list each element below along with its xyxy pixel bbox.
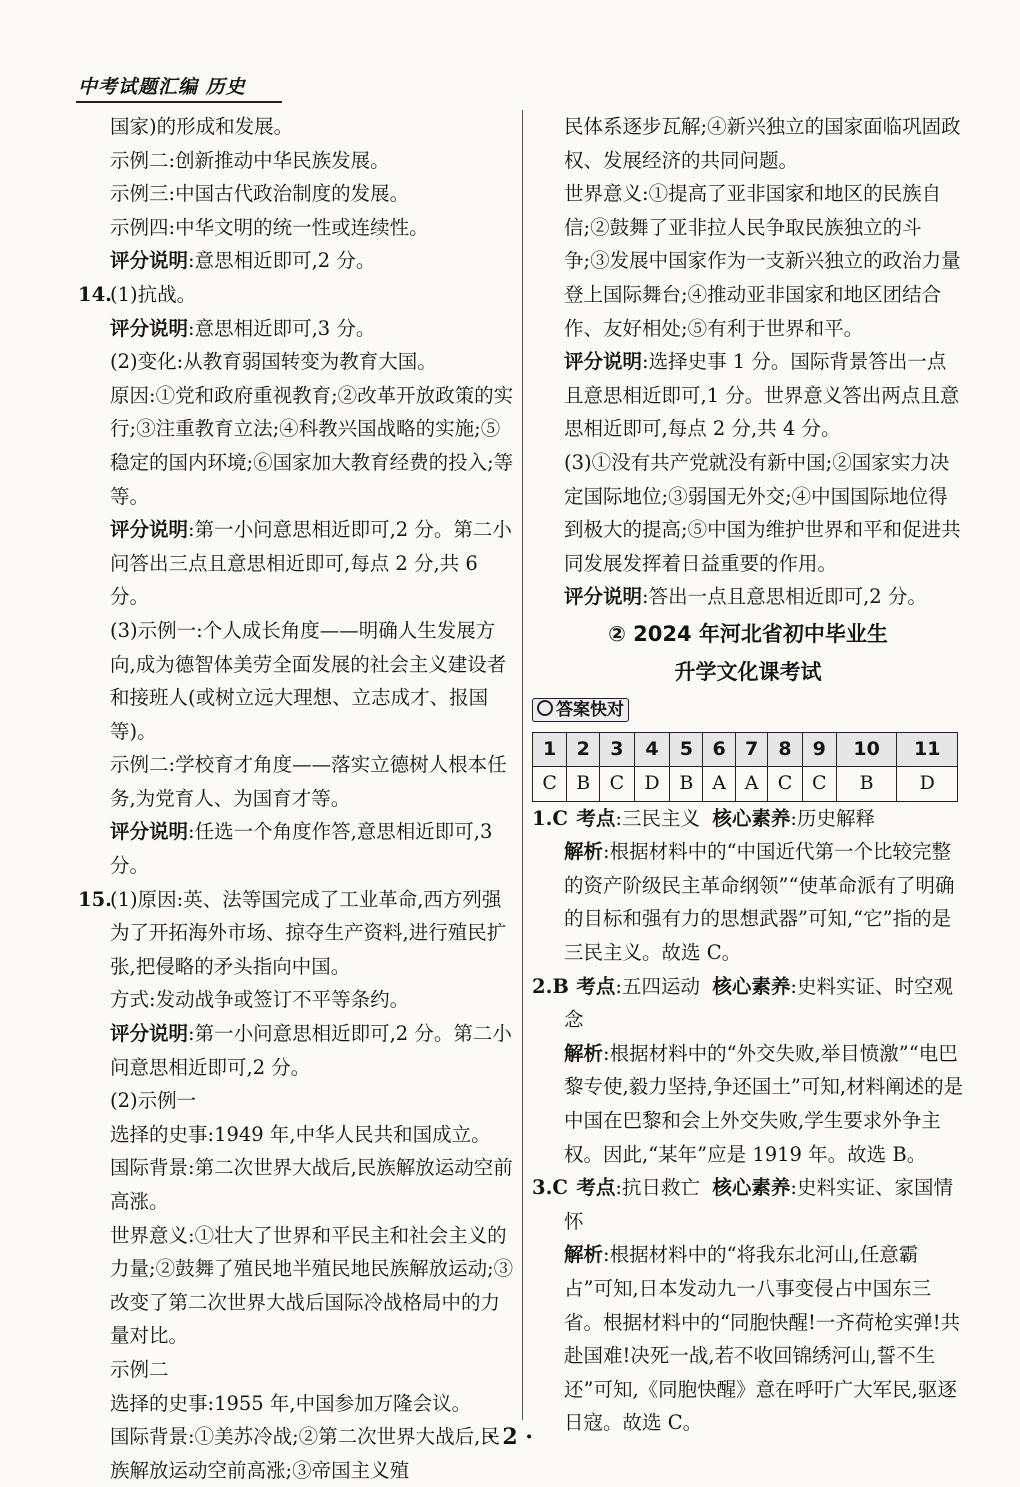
answer-2-header: 2.B 考点:五四运动 核心素养:史料实证、时空观念 bbox=[532, 974, 953, 1032]
page-number: · 2 · bbox=[487, 1424, 533, 1450]
text-line: 国际背景:第二次世界大战后,民族解放运动空前高涨。 bbox=[110, 1156, 513, 1213]
text-line: 民体系逐步瓦解;④新兴独立的国家面临巩固政权、发展经济的共同问题。 bbox=[564, 115, 961, 172]
answer-letter: B bbox=[567, 767, 600, 802]
text-line: 原因:①党和政府重视教育;②改革开放政策的实行;③注重教育立法;④科教兴国战略的实施;⑤稳定的国内环境;⑥国家加大教育经费的投入;等等。 bbox=[110, 383, 514, 508]
magnifier-icon bbox=[537, 700, 553, 716]
answer-letter: A bbox=[735, 767, 767, 802]
answer-table bbox=[532, 732, 958, 802]
header-underline bbox=[76, 101, 282, 103]
column-divider bbox=[522, 110, 523, 1420]
text-line: (3)①没有共产党就没有新中国;②国家实力决定国际地位;③弱国无外交;④中国国际地位得到极大的提高;⑤中国为维护世界和平和促进共同发展发挥着日益重要的作用。 bbox=[564, 450, 961, 575]
section-title: ② 2024 年河北省初中毕业生 bbox=[608, 621, 888, 646]
answer-letter: C bbox=[802, 767, 836, 802]
answer-number: 6 bbox=[703, 732, 735, 767]
scoring-note: 评分说明:意思相近即可,2 分。 bbox=[110, 249, 376, 273]
answer-letter: C bbox=[533, 767, 567, 802]
answer-number-row bbox=[533, 732, 958, 767]
right-column bbox=[532, 110, 964, 1440]
answer-number: 11 bbox=[897, 732, 958, 767]
text-line: 国际背景:①美苏冷战;②第二次世界大战后,民族解放运动空前高涨;③帝国主义殖 bbox=[110, 1425, 500, 1482]
text-line: 示例四:中华文明的统一性或连续性。 bbox=[110, 215, 429, 239]
text-line: (2)变化:从教育弱国转变为教育大国。 bbox=[110, 350, 437, 374]
text-line: 示例二:学校育才角度——落实立德树人根本任务,为党育人、为国育才等。 bbox=[110, 753, 507, 810]
answer-letter-row bbox=[533, 767, 958, 802]
text-line: 示例二 bbox=[110, 1357, 169, 1381]
question-14: 14.(1)抗战。 bbox=[78, 282, 197, 306]
scoring-note: 评分说明:第一小问意思相近即可,2 分。第二小问答出三点且意思相近即可,每点 2 分,共 6 分。 bbox=[110, 518, 512, 609]
scoring-note: 评分说明:答出一点且意思相近即可,2 分。 bbox=[564, 585, 927, 609]
scoring-note: 评分说明:意思相近即可,3 分。 bbox=[110, 316, 376, 340]
answer-letter: A bbox=[703, 767, 735, 802]
answer-2-analysis: 解析:根据材料中的“外交失败,举目愤激”“电巴黎专使,毅力坚持,争还国土”可知,材料阐述的是中国在巴黎和会上外交失败,学生要求外争主权。因此,“某年”应是 1919 年。故选 B。 bbox=[564, 1041, 964, 1166]
answer-1-analysis: 解析:根据材料中的“中国近代第一个比较完整的资产阶级民主革命纲领”“使革命派有了明确的目标和强有力的思想武器”可知,“它”指的是三民主义。故选 C。 bbox=[564, 840, 955, 965]
scoring-note: 评分说明:任选一个角度作答,意思相近即可,3 分。 bbox=[110, 820, 493, 878]
quick-answer-label: 答案快对 bbox=[532, 698, 629, 722]
answer-number: 9 bbox=[802, 732, 836, 767]
answer-3-analysis: 解析:根据材料中的“将我东北河山,任意霸占”可知,日本发动九一八事变侵占中国东三省。根据材料中的“同胞快醒!一齐荷枪实弹!共赴国难!决死一战,若不收回锦绣河山,誓不生还”可知,《同胞快醒》意在呼吁广大军民,驱逐日寇。故选 C。 bbox=[564, 1243, 961, 1435]
text-line: 选择的史事:1955 年,中国参加万隆会议。 bbox=[110, 1391, 472, 1415]
text-line: 世界意义:①壮大了世界和平民主和社会主义的力量;②鼓舞了殖民地半殖民地民族解放运动;③改变了第二次世界大战后国际冷战格局中的力量对比。 bbox=[110, 1223, 514, 1348]
answer-number: 3 bbox=[600, 732, 634, 767]
answer-letter: D bbox=[634, 767, 670, 802]
section-subtitle: 升学文化课考试 bbox=[674, 659, 822, 684]
text-line: 示例三:中国古代政治制度的发展。 bbox=[110, 182, 410, 206]
answer-number: 4 bbox=[634, 732, 670, 767]
answer-number: 2 bbox=[567, 732, 600, 767]
text-line: 方式:发动战争或签订不平等条约。 bbox=[110, 988, 410, 1012]
text-line: (2)示例一 bbox=[110, 1089, 197, 1113]
text-line: 选择的史事:1949 年,中华人民共和国成立。 bbox=[110, 1122, 491, 1146]
answer-number: 7 bbox=[735, 732, 767, 767]
answer-number: 1 bbox=[533, 732, 567, 767]
scoring-note: 评分说明:选择史事 1 分。国际背景答出一点且意思相近即可,1 分。世界意义答出两点且意思相近即可,每点 2 分,共 4 分。 bbox=[564, 350, 960, 441]
answer-letter: D bbox=[897, 767, 958, 802]
text-line: 示例二:创新推动中华民族发展。 bbox=[110, 148, 390, 172]
answer-letter: B bbox=[836, 767, 897, 802]
text-line: 国家)的形成和发展。 bbox=[110, 115, 294, 138]
answer-number: 10 bbox=[836, 732, 897, 767]
answer-number: 8 bbox=[768, 732, 802, 767]
question-15: 15.(1)原因:英、法等国完成了工业革命,西方列强为了开拓海外市场、掠夺生产资料,进行殖民扩张,把侵略的矛头指向中国。 bbox=[78, 887, 507, 978]
left-column bbox=[78, 110, 514, 1487]
answer-1-header: 1.C 考点:三民主义 核心素养:历史解释 bbox=[532, 806, 875, 830]
answer-3-header: 3.C 考点:抗日救亡 核心素养:史料实证、家国情怀 bbox=[532, 1176, 953, 1233]
text-line: (3)示例一:个人成长角度——明确人生发展方向,成为德智体美劳全面发展的社会主义建设者和接班人(或树立远大理想、立志成才、报国等)。 bbox=[110, 618, 507, 743]
scoring-note: 评分说明:第一小问意思相近即可,2 分。第二小问意思相近即可,2 分。 bbox=[110, 1022, 512, 1079]
answer-letter: C bbox=[600, 767, 634, 802]
text-line: 世界意义:①提高了亚非国家和地区的民族自信;②鼓舞了亚非拉人民争取民族独立的斗争;③发展中国家作为一支新兴独立的政治力量登上国际舞台;④推动亚非国家和地区团结合作、友好相处;⑤有利于世界和平。 bbox=[564, 182, 961, 340]
answer-letter: B bbox=[670, 767, 703, 802]
answer-number: 5 bbox=[670, 732, 703, 767]
answer-letter: C bbox=[768, 767, 802, 802]
page-header-title: 中考试题汇编 历史 bbox=[78, 76, 246, 98]
